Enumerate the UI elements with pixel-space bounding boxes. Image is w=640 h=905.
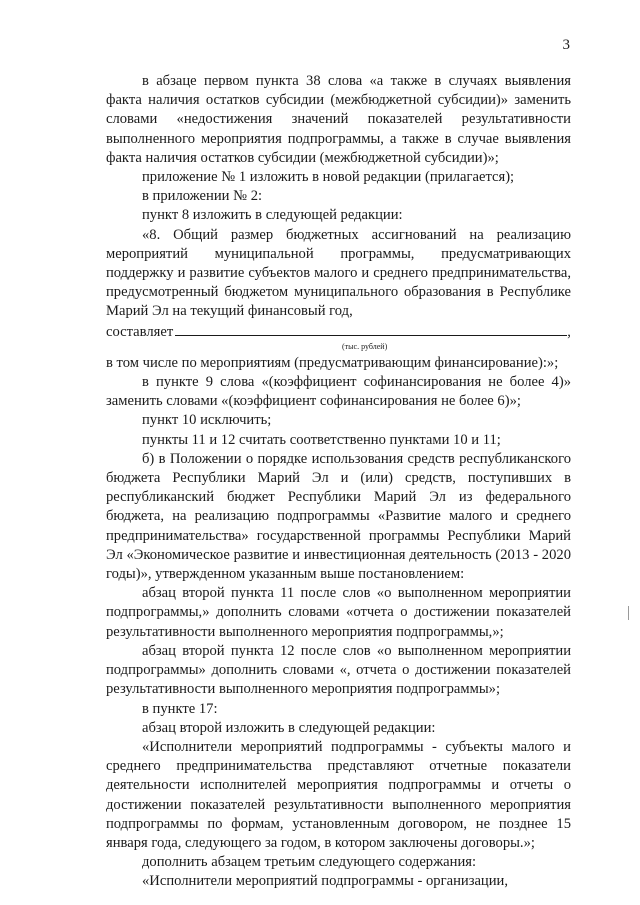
amount-line xyxy=(106,322,571,342)
paragraph-5: «8. Общий размер бюджетных ассигнований на реализацию мероприятий муниципальной программы, предусматривающих поддержку и развитие субъектов малого и среднего предпринимательства, предусмотренный бюджетом муниципального образования в Республике Марий Эл на текущий финансовый год, xyxy=(106,226,571,320)
document-body xyxy=(106,72,571,892)
paragraph-8: в пункте 9 слова «(коэффициент софинансирования не более 4)» заменить словами «(коэффициент софинансирования не более 6)»; xyxy=(106,374,571,410)
amount-line-prefix: составляет xyxy=(106,323,174,340)
paragraph-16: «Исполнители мероприятий подпрограммы - субъекты малого и среднего предпринимательства представляют отчетные показатели деятельности исполнителей мероприятия подпрограммы и отчеты о достижении показателей результативности выполненного мероприятия подпрограммы по формам, установленным договором, не позднее 15 января года, следующего за годом, в котором заключены договоры.»; xyxy=(106,738,571,851)
paragraph-9: пункт 10 исключить; xyxy=(142,412,272,429)
amount-caption: (тыс. рублей) xyxy=(342,341,388,351)
paragraph-11: б) в Положении о порядке использования средств республиканского бюджета Республики Марий Эл и (или) средств, поступивших в республиканский бюджет Республики Марий Эл из федерального бюджета, на реализацию подпрограммы «Развитие малого и среднего предпринимательства» государственной программы Республики Марий Эл «Экономическое развитие и инвестиционная деятельность (2013 - 2020 годы)», утвержденном указанным выше постановлением: xyxy=(106,450,571,583)
paragraph-7: в том числе по мероприятиям (предусматривающим финансирование):»; xyxy=(106,354,559,371)
paragraph-15: абзац второй изложить в следующей редакции: xyxy=(142,719,436,736)
paragraph-17: дополнить абзацем третьим следующего содержания: xyxy=(142,854,477,871)
paragraph-18: «Исполнители мероприятий подпрограммы - организации, xyxy=(142,873,509,890)
paragraph-1: в абзаце первом пункта 38 слова «а также в случаях выявления факта наличия остатков субсидии (межбюджетной субсидии)» заменить словами «недостижения значений показателей результативности выполненного мероприятия подпрограммы, а также в случае выявления факта наличия остатков субсидии (межбюджетной субсидии)»; xyxy=(106,73,571,166)
paragraph-3: в приложении № 2: xyxy=(142,188,263,205)
paragraph-2: приложение № 1 изложить в новой редакции (прилагается); xyxy=(142,169,515,186)
scan-margin-mark xyxy=(628,606,629,620)
amount-line-suffix: , xyxy=(567,323,571,340)
paragraph-10: пункты 11 и 12 считать соответственно пунктами 10 и 11; xyxy=(142,431,501,448)
amount-blank-field xyxy=(175,322,567,336)
paragraph-12: абзац второй пункта 11 после слов «о выполненном мероприятии подпрограммы,» дополнить словами «отчета о достижении показателей результативности выполненного мероприятия подпрограммы,»; xyxy=(106,585,571,640)
paragraph-13: абзац второй пункта 12 после слов «о выполненном мероприятии подпрограммы» дополнить словами «, отчета о достижении показателей результативности выполненного мероприятия подпрограммы»; xyxy=(106,642,571,698)
page-number: 3 xyxy=(562,37,570,53)
paragraph-4: пункт 8 изложить в следующей редакции: xyxy=(142,207,403,224)
paragraph-14: в пункте 17: xyxy=(142,700,218,717)
